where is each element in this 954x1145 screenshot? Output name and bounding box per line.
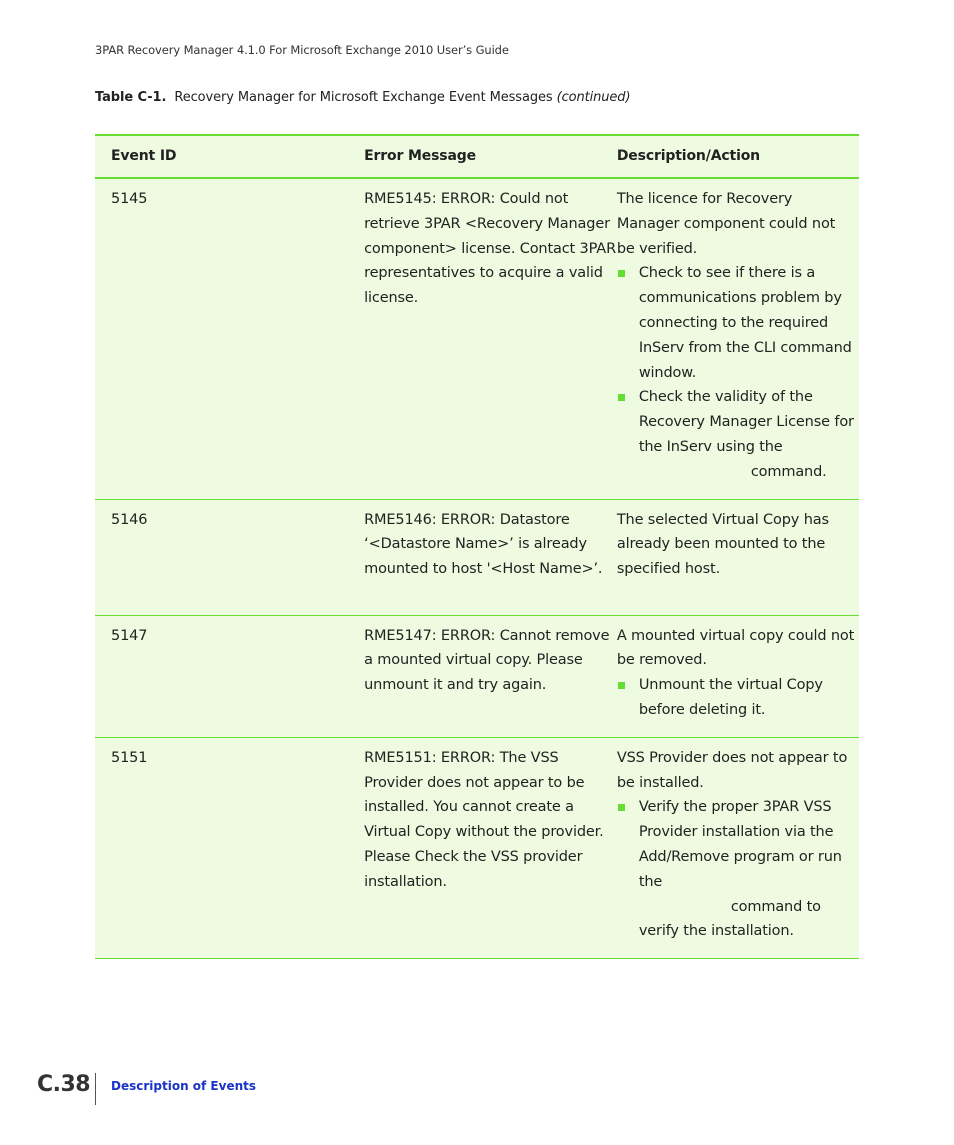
table-caption-continued: (continued) bbox=[556, 90, 631, 105]
square-bullet-icon bbox=[618, 270, 625, 277]
table-row bbox=[95, 615, 859, 737]
footer-section-link[interactable]: Description of Events bbox=[111, 1079, 257, 1093]
action-item bbox=[617, 795, 855, 944]
action-item bbox=[617, 385, 855, 484]
table-header-row bbox=[95, 135, 859, 178]
table-caption bbox=[95, 90, 630, 105]
event-messages-table bbox=[95, 134, 859, 959]
description-cell bbox=[617, 499, 859, 615]
description-text: The licence for Recovery Manager component could not be verified. bbox=[616, 191, 836, 257]
action-list bbox=[617, 795, 855, 944]
action-text: Verify the proper 3PAR VSS Provider installation via the Add/Remove program or run the bbox=[638, 799, 842, 890]
description-cell bbox=[617, 615, 859, 737]
table-row bbox=[95, 178, 859, 499]
description-text: A mounted virtual copy could not be removed. bbox=[616, 627, 855, 669]
square-bullet-icon bbox=[618, 394, 625, 401]
action-list bbox=[617, 673, 855, 723]
error-message-cell: RME5145: ERROR: Could not retrieve 3PAR <Recovery Manager component> license. Contact 3PAR representatives to acquire a valid license. bbox=[364, 191, 616, 307]
table-caption-label: Table C-1. bbox=[95, 90, 167, 105]
square-bullet-icon bbox=[618, 804, 625, 811]
action-text: Check to see if there is a communications problem by connecting to the required InServ from the CLI command window. bbox=[638, 265, 852, 381]
description-text: The selected Virtual Copy has already been mounted to the specified host. bbox=[616, 511, 829, 578]
action-text-tail: command. bbox=[750, 463, 827, 480]
error-message-cell: RME5146: ERROR: Datastore ‘<Datastore Name>’ is already mounted to host '<Host Name>’. bbox=[364, 511, 603, 578]
error-message-cell: RME5151: ERROR: The VSS Provider does not appear to be installed. You cannot create a Virtual Copy without the provider. Please Check the VSS provider installation. bbox=[364, 749, 604, 890]
event-id-cell: 5145 bbox=[111, 191, 148, 207]
action-item bbox=[617, 673, 855, 723]
column-header-error-message: Error Message bbox=[364, 148, 476, 165]
footer-divider bbox=[95, 1073, 96, 1105]
column-header-description: Description/Action bbox=[616, 148, 761, 165]
column-header-event-id: Event ID bbox=[111, 148, 177, 165]
description-text: VSS Provider does not appear to be installed. bbox=[616, 749, 848, 791]
action-item bbox=[617, 261, 855, 385]
description-cell bbox=[617, 178, 859, 499]
square-bullet-icon bbox=[618, 682, 625, 689]
action-text: Check the validity of the Recovery Manager License for the InServ using the bbox=[638, 389, 854, 455]
action-text: Unmount the virtual Copy before deleting it. bbox=[638, 677, 823, 718]
event-id-cell: 5146 bbox=[111, 511, 148, 528]
error-message-cell: RME5147: ERROR: Cannot remove a mounted virtual copy. Please unmount it and try again. bbox=[364, 627, 610, 694]
running-header: 3PAR Recovery Manager 4.1.0 For Microsoft Exchange 2010 User’s Guide bbox=[95, 43, 509, 57]
event-id-cell: 5147 bbox=[111, 627, 148, 644]
table-row bbox=[95, 499, 859, 615]
table-row bbox=[95, 737, 859, 958]
action-text-tail: command to verify the installation. bbox=[638, 898, 821, 940]
table-caption-title: Recovery Manager for Microsoft Exchange Event Messages bbox=[174, 90, 553, 105]
event-id-cell: 5151 bbox=[111, 749, 148, 766]
description-cell bbox=[617, 737, 859, 958]
page-number: C.38 bbox=[37, 1072, 91, 1097]
action-list bbox=[617, 261, 855, 484]
